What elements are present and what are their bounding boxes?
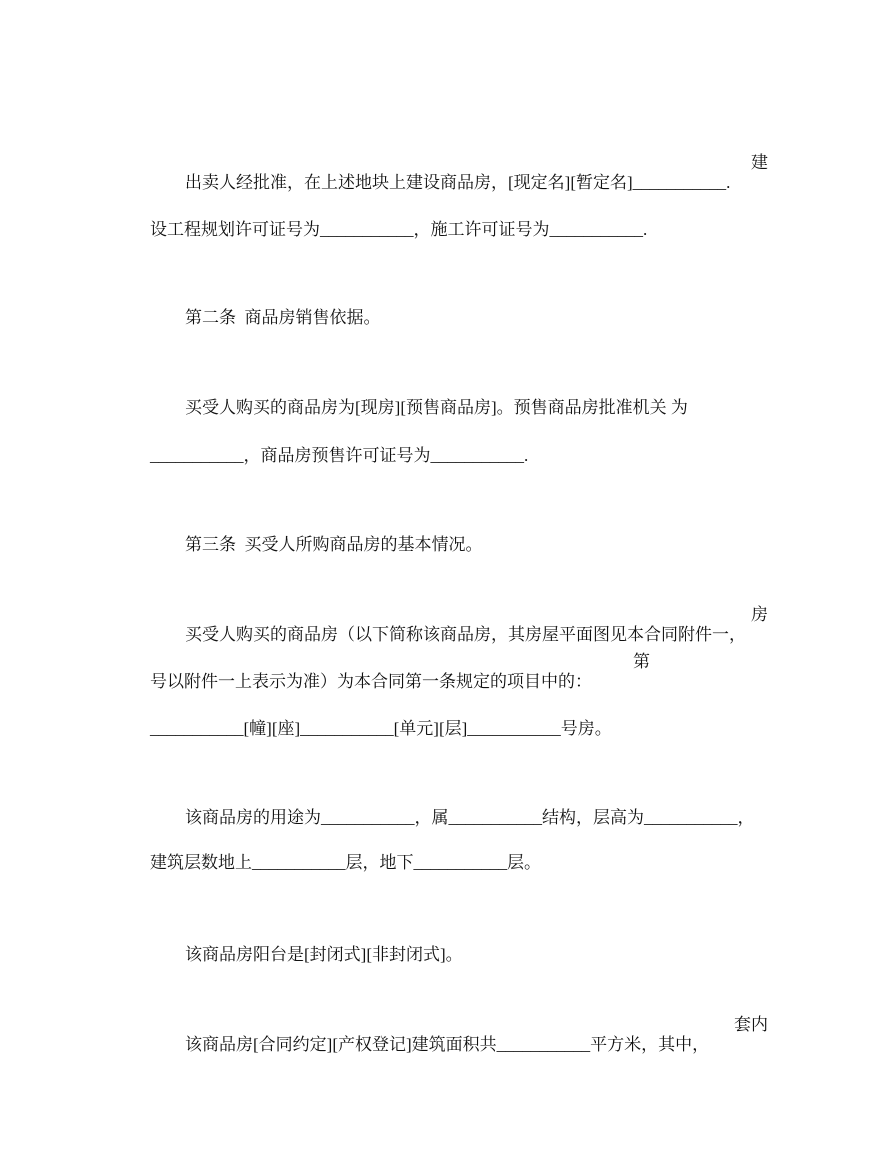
- line-tail-text: 建: [751, 153, 768, 172]
- section-heading-text: 第三条 买受人所购商品房的基本情况。: [185, 535, 483, 554]
- paragraph-line: [133, 833, 768, 872]
- line-text: 该商品房的用途为___________，属___________结构，层高为___________，: [185, 808, 755, 827]
- line-tail-text: 套内: [734, 1015, 768, 1034]
- paragraph-line: [168, 788, 768, 827]
- paragraph-line: [168, 378, 768, 417]
- paragraph-line: [168, 605, 768, 644]
- line-tail-text: 第: [633, 652, 650, 671]
- line-text: ___________，商品房预售许可证号为___________.: [150, 446, 529, 465]
- paragraph-line: [168, 925, 768, 964]
- section-heading: [168, 288, 768, 327]
- line-text: 买受人购买的商品房（以下简称该商品房，其房屋平面图见本合同附件一，: [185, 625, 746, 644]
- line-text: 买受人购买的商品房为[现房][预售商品房]。预售商品房批准机关 为: [185, 398, 688, 417]
- line-text: 该商品房阳台是[封闭式][非封闭式]。: [185, 945, 463, 964]
- paragraph-line: [168, 153, 768, 192]
- line-text: 设工程规划许可证号为___________，施工许可证号为___________.: [150, 220, 648, 239]
- line-text: 建筑层数地上___________层，地下___________层。: [150, 853, 541, 872]
- paragraph-line: [133, 652, 768, 691]
- line-text: ___________[幢][座]___________[单元][层]___________号房。: [150, 719, 612, 738]
- paragraph-line: [133, 426, 768, 465]
- section-heading: [168, 515, 768, 554]
- line-text: 该商品房[合同约定][产权登记]建筑面积共___________平方米，其中，: [185, 1035, 710, 1054]
- paragraph-line: [133, 200, 768, 239]
- paragraph-line: [168, 1015, 768, 1054]
- section-heading-text: 第二条 商品房销售依据。: [185, 308, 381, 327]
- paragraph-line: [133, 699, 768, 738]
- line-tail-text: 房: [751, 605, 768, 624]
- line-text: 出卖人经批准，在上述地块上建设商品房，[现定名][暂定名]___________.: [185, 173, 731, 192]
- line-text: 号以附件一上表示为准）为本合同第一条规定的项目中的：: [150, 672, 592, 691]
